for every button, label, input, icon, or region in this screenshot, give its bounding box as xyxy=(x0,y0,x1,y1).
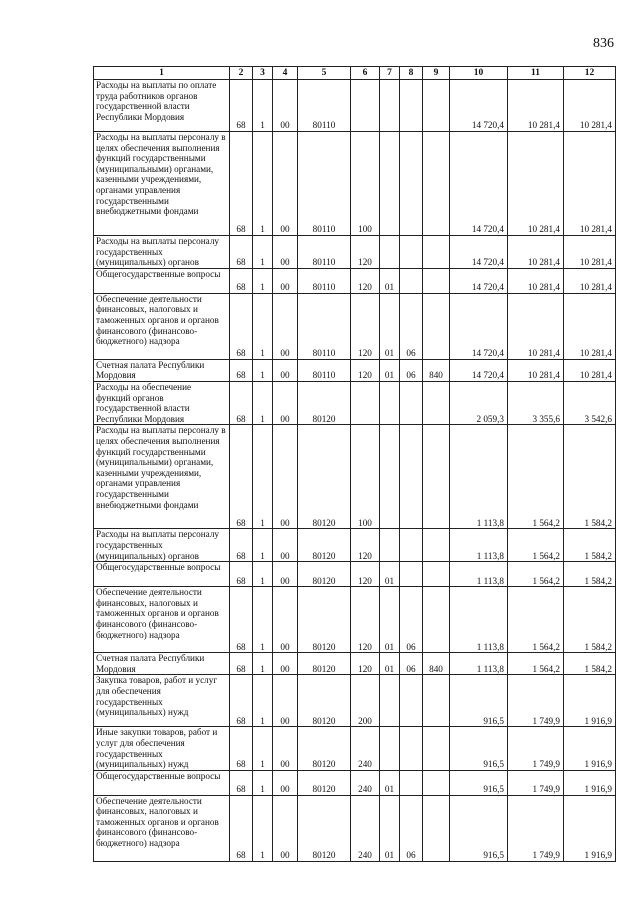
cell-col-3: 1 xyxy=(253,236,273,269)
cell-col-11: 10 281,4 xyxy=(508,268,564,293)
cell-col-8 xyxy=(400,675,423,727)
cell-col-4: 00 xyxy=(273,132,298,236)
column-header: 1 xyxy=(94,67,230,80)
table-row xyxy=(94,381,616,424)
cell-col-5: 80110 xyxy=(298,268,351,293)
row-name-text: Общегосударственные вопросы xyxy=(96,562,221,573)
cell-col-5: 80120 xyxy=(298,770,351,795)
column-header: 12 xyxy=(564,67,616,80)
column-header: 8 xyxy=(400,67,423,80)
cell-col-9 xyxy=(423,132,450,236)
cell-col-11: 10 281,4 xyxy=(508,236,564,269)
cell-col-9 xyxy=(423,727,450,770)
cell-col-5: 80120 xyxy=(298,675,351,727)
cell-col-8: 06 xyxy=(400,359,423,381)
column-header: 5 xyxy=(298,67,351,80)
cell-col-12: 10 281,4 xyxy=(564,359,616,381)
cell-col-12: 1 916,9 xyxy=(564,770,616,795)
cell-col-8: 06 xyxy=(400,587,423,653)
cell-col-3: 1 xyxy=(253,293,273,359)
cell-col-11: 1 564,2 xyxy=(508,562,564,587)
table-row xyxy=(94,293,616,359)
cell-col-10: 916,5 xyxy=(450,675,508,727)
cell-col-9 xyxy=(423,293,450,359)
cell-col-10: 1 113,8 xyxy=(450,529,508,562)
cell-col-8: 06 xyxy=(400,795,423,861)
cell-col-8 xyxy=(400,562,423,587)
cell-col-3: 1 xyxy=(253,359,273,381)
cell-col-5: 80120 xyxy=(298,795,351,861)
cell-col-4: 00 xyxy=(273,293,298,359)
cell-col-4: 00 xyxy=(273,80,298,132)
cell-col-4: 00 xyxy=(273,359,298,381)
cell-col-8 xyxy=(400,236,423,269)
cell-col-9 xyxy=(423,381,450,424)
cell-col-5: 80110 xyxy=(298,359,351,381)
cell-col-12: 1 584,2 xyxy=(564,562,616,587)
cell-col-3: 1 xyxy=(253,587,273,653)
table-row xyxy=(94,132,616,236)
table-row xyxy=(94,587,616,653)
row-name-cell xyxy=(94,381,230,424)
cell-col-4: 00 xyxy=(273,425,298,529)
row-name-text: Общегосударственные вопросы xyxy=(96,770,221,781)
table-row xyxy=(94,529,616,562)
cell-col-6: 100 xyxy=(351,425,380,529)
cell-col-10: 14 720,4 xyxy=(450,132,508,236)
cell-col-10: 1 113,8 xyxy=(450,587,508,653)
cell-col-10: 916,5 xyxy=(450,770,508,795)
cell-col-12: 1 916,9 xyxy=(564,795,616,861)
cell-col-10: 1 113,8 xyxy=(450,425,508,529)
cell-col-6: 120 xyxy=(351,587,380,653)
cell-col-12: 1 584,2 xyxy=(564,425,616,529)
cell-col-12: 10 281,4 xyxy=(564,268,616,293)
cell-col-2: 68 xyxy=(230,727,253,770)
cell-col-11: 1 564,2 xyxy=(508,653,564,675)
cell-col-9 xyxy=(423,770,450,795)
cell-col-12: 1 584,2 xyxy=(564,529,616,562)
row-name-cell xyxy=(94,562,230,587)
row-name-text: Расходы на выплаты персоналу в целях обеспечения выполнения функций государственными (муниципальными) органами, казенными учреждениями, органами управления государственными внебюджетными фондами xyxy=(96,425,226,510)
table-row xyxy=(94,236,616,269)
cell-col-8 xyxy=(400,425,423,529)
cell-col-9 xyxy=(423,675,450,727)
cell-col-11: 10 281,4 xyxy=(508,132,564,236)
cell-col-8 xyxy=(400,381,423,424)
row-name-text: Общегосударственные вопросы xyxy=(96,268,221,279)
cell-col-8 xyxy=(400,770,423,795)
row-name-cell xyxy=(94,268,230,293)
cell-col-12: 10 281,4 xyxy=(564,132,616,236)
cell-col-8 xyxy=(400,80,423,132)
cell-col-7 xyxy=(380,236,400,269)
row-name-text: Обеспечение деятельности финансовых, налоговых и таможенных органов и органов финансового (финансово-бюджетного) надзора xyxy=(96,795,219,849)
cell-col-9 xyxy=(423,587,450,653)
cell-col-10: 916,5 xyxy=(450,795,508,861)
cell-col-2: 68 xyxy=(230,359,253,381)
row-name-cell xyxy=(94,727,230,770)
cell-col-8 xyxy=(400,529,423,562)
row-name-text: Счетная палата Республики Мордовия xyxy=(96,359,205,381)
cell-col-6: 120 xyxy=(351,293,380,359)
cell-col-7: 01 xyxy=(380,587,400,653)
cell-col-7: 01 xyxy=(380,359,400,381)
cell-col-10: 14 720,4 xyxy=(450,236,508,269)
cell-col-2: 68 xyxy=(230,587,253,653)
cell-col-7: 01 xyxy=(380,562,400,587)
cell-col-6: 100 xyxy=(351,132,380,236)
row-name-text: Обеспечение деятельности финансовых, налоговых и таможенных органов и органов финансового (финансово-бюджетного) надзора xyxy=(96,293,219,347)
cell-col-3: 1 xyxy=(253,132,273,236)
page-number: 836 xyxy=(593,36,614,51)
cell-col-4: 00 xyxy=(273,587,298,653)
cell-col-2: 68 xyxy=(230,529,253,562)
cell-col-9: 840 xyxy=(423,359,450,381)
cell-col-2: 68 xyxy=(230,236,253,269)
cell-col-10: 1 113,8 xyxy=(450,653,508,675)
cell-col-7 xyxy=(380,80,400,132)
cell-col-6: 240 xyxy=(351,795,380,861)
cell-col-6: 120 xyxy=(351,268,380,293)
cell-col-3: 1 xyxy=(253,675,273,727)
cell-col-4: 00 xyxy=(273,236,298,269)
cell-col-7: 01 xyxy=(380,770,400,795)
cell-col-5: 80120 xyxy=(298,587,351,653)
table-row xyxy=(94,80,616,132)
cell-col-4: 00 xyxy=(273,653,298,675)
cell-col-7 xyxy=(380,727,400,770)
cell-col-4: 00 xyxy=(273,795,298,861)
column-header: 10 xyxy=(450,67,508,80)
cell-col-11: 3 355,6 xyxy=(508,381,564,424)
cell-col-4: 00 xyxy=(273,381,298,424)
cell-col-8 xyxy=(400,132,423,236)
cell-col-3: 1 xyxy=(253,770,273,795)
table-row xyxy=(94,425,616,529)
column-header: 6 xyxy=(351,67,380,80)
cell-col-12: 10 281,4 xyxy=(564,236,616,269)
cell-col-4: 00 xyxy=(273,268,298,293)
cell-col-2: 68 xyxy=(230,425,253,529)
cell-col-9 xyxy=(423,795,450,861)
cell-col-11: 10 281,4 xyxy=(508,293,564,359)
row-name-cell xyxy=(94,587,230,653)
budget-table xyxy=(93,66,616,862)
cell-col-10: 1 113,8 xyxy=(450,562,508,587)
cell-col-8: 06 xyxy=(400,653,423,675)
column-header: 9 xyxy=(423,67,450,80)
cell-col-3: 1 xyxy=(253,727,273,770)
row-name-cell xyxy=(94,80,230,132)
cell-col-7: 01 xyxy=(380,795,400,861)
cell-col-10: 14 720,4 xyxy=(450,293,508,359)
cell-col-6: 120 xyxy=(351,236,380,269)
cell-col-12: 10 281,4 xyxy=(564,293,616,359)
cell-col-2: 68 xyxy=(230,132,253,236)
table-row xyxy=(94,770,616,795)
cell-col-5: 80110 xyxy=(298,293,351,359)
table-row xyxy=(94,562,616,587)
cell-col-9 xyxy=(423,562,450,587)
cell-col-2: 68 xyxy=(230,80,253,132)
cell-col-2: 68 xyxy=(230,381,253,424)
row-name-cell xyxy=(94,236,230,269)
cell-col-2: 68 xyxy=(230,293,253,359)
row-name-text: Закупка товаров, работ и услуг для обеспечения государственных (муниципальных) нужд xyxy=(96,675,218,718)
cell-col-6: 120 xyxy=(351,359,380,381)
row-name-cell xyxy=(94,425,230,529)
cell-col-5: 80120 xyxy=(298,653,351,675)
cell-col-12: 1 916,9 xyxy=(564,727,616,770)
cell-col-9 xyxy=(423,80,450,132)
cell-col-5: 80120 xyxy=(298,727,351,770)
cell-col-5: 80110 xyxy=(298,132,351,236)
table-row xyxy=(94,727,616,770)
cell-col-9 xyxy=(423,236,450,269)
table-row xyxy=(94,653,616,675)
column-header: 3 xyxy=(253,67,273,80)
cell-col-2: 68 xyxy=(230,653,253,675)
cell-col-6: 200 xyxy=(351,675,380,727)
cell-col-10: 14 720,4 xyxy=(450,268,508,293)
cell-col-7 xyxy=(380,381,400,424)
cell-col-8 xyxy=(400,268,423,293)
cell-col-5: 80120 xyxy=(298,381,351,424)
cell-col-6: 120 xyxy=(351,653,380,675)
column-header: 4 xyxy=(273,67,298,80)
row-name-text: Расходы на выплаты по оплате труда работников органов государственной власти Республики Мордовия xyxy=(96,80,217,122)
cell-col-5: 80120 xyxy=(298,425,351,529)
column-header: 11 xyxy=(508,67,564,80)
cell-col-9 xyxy=(423,425,450,529)
row-name-cell xyxy=(94,653,230,675)
row-name-cell xyxy=(94,359,230,381)
row-name-text: Расходы на выплаты персоналу в целях обеспечения выполнения функций государственными (муниципальными) органами, казенными учреждениями, органами управления государственными внебюджетными фондами xyxy=(96,132,226,217)
cell-col-3: 1 xyxy=(253,653,273,675)
cell-col-5: 80120 xyxy=(298,529,351,562)
cell-col-4: 00 xyxy=(273,562,298,587)
row-name-cell xyxy=(94,795,230,861)
cell-col-4: 00 xyxy=(273,675,298,727)
cell-col-12: 1 916,9 xyxy=(564,675,616,727)
row-name-cell xyxy=(94,529,230,562)
cell-col-12: 10 281,4 xyxy=(564,80,616,132)
row-name-cell xyxy=(94,770,230,795)
header-row xyxy=(94,67,616,80)
row-name-text: Иные закупки товаров, работ и услуг для обеспечения государственных (муниципальных) нужд xyxy=(96,727,218,770)
cell-col-11: 10 281,4 xyxy=(508,359,564,381)
cell-col-10: 14 720,4 xyxy=(450,80,508,132)
cell-col-5: 80110 xyxy=(298,236,351,269)
cell-col-4: 00 xyxy=(273,529,298,562)
cell-col-9: 840 xyxy=(423,653,450,675)
cell-col-6: 240 xyxy=(351,770,380,795)
cell-col-8: 06 xyxy=(400,293,423,359)
row-name-text: Обеспечение деятельности финансовых, налоговых и таможенных органов и органов финансового (финансово-бюджетного) надзора xyxy=(96,587,219,640)
row-name-cell xyxy=(94,132,230,236)
cell-col-3: 1 xyxy=(253,268,273,293)
column-header: 2 xyxy=(230,67,253,80)
cell-col-2: 68 xyxy=(230,675,253,727)
cell-col-2: 68 xyxy=(230,770,253,795)
cell-col-9 xyxy=(423,529,450,562)
cell-col-5: 80110 xyxy=(298,80,351,132)
cell-col-10: 916,5 xyxy=(450,727,508,770)
cell-col-2: 68 xyxy=(230,795,253,861)
cell-col-10: 14 720,4 xyxy=(450,359,508,381)
cell-col-3: 1 xyxy=(253,425,273,529)
cell-col-7: 01 xyxy=(380,268,400,293)
cell-col-7 xyxy=(380,529,400,562)
row-name-text: Расходы на выплаты персоналу государственных (муниципальных) органов xyxy=(96,236,220,268)
row-name-text: Расходы на выплаты персоналу государственных (муниципальных) органов xyxy=(96,529,220,561)
row-name-text: Расходы на обеспечение функций органов государственной власти Республики Мордовия xyxy=(96,381,192,424)
cell-col-7 xyxy=(380,132,400,236)
cell-col-11: 1 564,2 xyxy=(508,587,564,653)
table-row xyxy=(94,359,616,381)
cell-col-11: 1 564,2 xyxy=(508,529,564,562)
cell-col-3: 1 xyxy=(253,381,273,424)
table-row xyxy=(94,795,616,861)
row-name-cell xyxy=(94,293,230,359)
cell-col-2: 68 xyxy=(230,562,253,587)
cell-col-6: 240 xyxy=(351,727,380,770)
cell-col-12: 1 584,2 xyxy=(564,587,616,653)
cell-col-11: 1 749,9 xyxy=(508,795,564,861)
cell-col-3: 1 xyxy=(253,529,273,562)
cell-col-12: 3 542,6 xyxy=(564,381,616,424)
cell-col-6: 120 xyxy=(351,529,380,562)
cell-col-5: 80120 xyxy=(298,562,351,587)
table-row xyxy=(94,675,616,727)
cell-col-4: 00 xyxy=(273,770,298,795)
cell-col-3: 1 xyxy=(253,80,273,132)
cell-col-7: 01 xyxy=(380,653,400,675)
cell-col-3: 1 xyxy=(253,795,273,861)
cell-col-4: 00 xyxy=(273,727,298,770)
table-row xyxy=(94,268,616,293)
column-header: 7 xyxy=(380,67,400,80)
cell-col-11: 1 749,9 xyxy=(508,727,564,770)
row-name-cell xyxy=(94,675,230,727)
cell-col-11: 10 281,4 xyxy=(508,80,564,132)
cell-col-6 xyxy=(351,80,380,132)
cell-col-6: 120 xyxy=(351,562,380,587)
cell-col-2: 68 xyxy=(230,268,253,293)
cell-col-11: 1 749,9 xyxy=(508,770,564,795)
cell-col-6 xyxy=(351,381,380,424)
cell-col-7 xyxy=(380,425,400,529)
cell-col-11: 1 564,2 xyxy=(508,425,564,529)
cell-col-11: 1 749,9 xyxy=(508,675,564,727)
cell-col-8 xyxy=(400,727,423,770)
cell-col-7 xyxy=(380,675,400,727)
cell-col-10: 2 059,3 xyxy=(450,381,508,424)
cell-col-7: 01 xyxy=(380,293,400,359)
cell-col-9 xyxy=(423,268,450,293)
row-name-text: Счетная палата Республики Мордовия xyxy=(96,653,205,674)
cell-col-12: 1 584,2 xyxy=(564,653,616,675)
cell-col-3: 1 xyxy=(253,562,273,587)
